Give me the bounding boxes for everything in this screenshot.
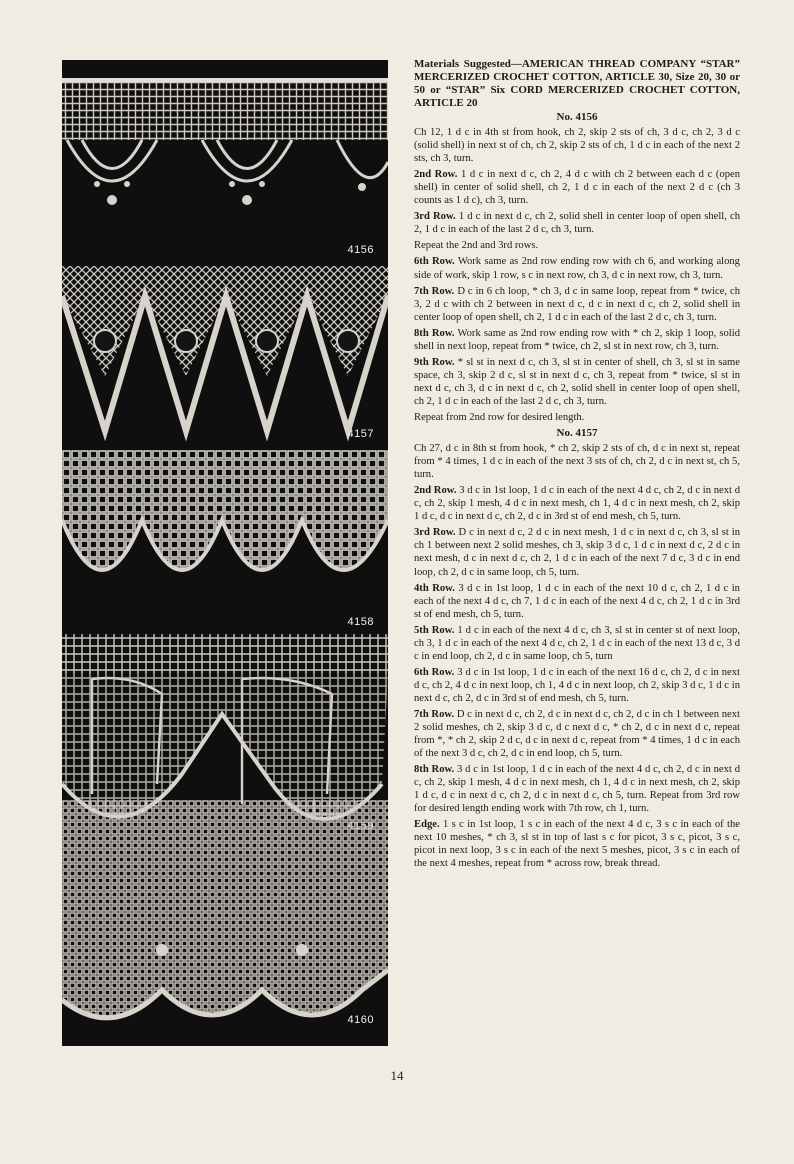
- materials-suggested: Materials Suggested—AMERICAN THREAD COMPANY “STAR” MERCERIZED CROCHET COTTON, ARTICLE 30, Size 20, 30 or 50 or “STAR” Six CORD MERCERIZED CROCHET COTTON, ARTICLE 20: [414, 58, 740, 109]
- row-label: 2nd Row.: [414, 169, 458, 181]
- lace-4156-image: [62, 72, 388, 262]
- row-label: 8th Row.: [414, 327, 455, 339]
- row-label: 6th Row.: [414, 666, 455, 678]
- lace-4158-image: [62, 450, 388, 630]
- swatch-number: 4158: [347, 616, 374, 628]
- instruction-row: [414, 624, 740, 663]
- instruction-row: [414, 582, 740, 621]
- instruction-row: [414, 666, 740, 705]
- lace-swatch-4157: [62, 266, 388, 446]
- row-label: 7th Row.: [414, 708, 455, 720]
- row-label: 8th Row.: [414, 764, 455, 776]
- row-text: D c in next d c, ch 2, d c in next d c, ch 2, d c in ch 1 between next 2 solid meshes, ch 2, skip 3 d c, d c next d c, * ch 2, d c in next d c, repeat from *, * ch 2, skip 2 d c, d c in next d c, repeat from * 4 times, 1 d c in each of the next 3 d c, ch 2, d c in end loop, ch 5, turn.: [414, 708, 740, 760]
- instruction-row: [414, 239, 740, 252]
- pattern-heading-4156: No. 4156: [556, 111, 598, 123]
- row-label: 3rd Row.: [414, 527, 456, 539]
- row-label: 7th Row.: [414, 285, 455, 297]
- row-text: 3 d c in 1st loop, 1 d c in each of the next 10 d c, ch 2, 1 d c in each of the next 4 d c, ch 7, 1 d c in each of the next 4 d c, ch 2, 1 d c in 3rd st of end mesh, ch 5, turn.: [414, 582, 740, 620]
- instruction-row: [414, 484, 740, 523]
- instructions-column: [414, 58, 740, 874]
- lace-swatch-4160: [62, 800, 388, 1040]
- row-label: 2nd Row.: [414, 485, 457, 497]
- row-text: D c in next d c, 2 d c in next mesh, 1 d c in next d c, ch 3, sl st in ch 1 between next 2 solid meshes, ch 3, skip 3 d c, 1 d c in next d c, 2 d c in next mesh, d c in next d c, ch 2, 1 d c in each of the next 7 d c, 3 d c in end loop, ch 2, d c in same loop, ch 5, turn.: [414, 527, 740, 578]
- swatch-number: 4156: [347, 244, 374, 256]
- instruction-row: [414, 126, 740, 165]
- row-label: 3rd Row.: [414, 211, 456, 223]
- row-text: Ch 27, d c in 8th st from hook, * ch 2, skip 2 sts of ch, d c in next st, repeat from * 4 times, 1 d c in each of the next 3 sts of ch, ch 2, d c in next st, ch 5, turn.: [414, 443, 740, 481]
- row-text: 3 d c in 1st loop, 1 d c in each of the next 16 d c, ch 2, d c in next d c, ch 2, 4 d c in next loop, ch 1, 4 d c in next loop, ch 2, skip 3 d c, 1 d c in next d c, ch 2, d c in 3rd st of end mesh, ch 5, turn.: [414, 666, 740, 704]
- row-label: 5th Row.: [414, 624, 455, 636]
- instruction-row: [414, 327, 740, 353]
- row-text: Work same as 2nd row ending row with ch 6, and working along side of work, skip 1 row, s c in next row, ch 3, d c in next row, ch 3, turn.: [414, 256, 740, 281]
- row-text: 3 d c in 1st loop, 1 d c in each of the next 4 d c, ch 2, d c in next d c, ch 2, skip 1 mesh, 4 d c in next mesh, ch 1, 4 d c in next mesh, ch 2, skip 1 d c, d c in next d c, ch 2, d c in next d c, ch 5, turn. Repeat from 3rd row for desired length ending work with 7th row, ch 1, turn.: [414, 764, 740, 815]
- row-text: Ch 12, 1 d c in 4th st from hook, ch 2, skip 2 sts of ch, 3 d c, ch 2, 3 d c (solid shell) in next st of ch, ch 2, skip 2 sts of ch, 1 d c in each of the next 2 sts, ch 3, turn.: [414, 127, 740, 165]
- row-text: * sl st in next d c, ch 3, sl st in center of shell, ch 3, sl st in same space, ch 3, skip 2 d c, sl st in next d c, ch 3, repeat from * twice, sl st in next d c, ch 3, d c in next d c, ch 2, solid shell in center loop of open shell, ch 2, 1 d c in each of the last 2 d c, ch 3, turn.: [414, 356, 740, 407]
- instruction-row: [414, 818, 740, 870]
- row-label: Edge.: [414, 819, 440, 831]
- swatch-number: 4160: [347, 1014, 374, 1026]
- row-text: 1 d c in each of the next 4 d c, ch 3, sl st in center st of next loop, ch 3, 1 d c in each of the next 4 d c, ch 2, 1 d c in each of the next 13 d c, 3 d c in end loop, ch 2, d c in same loop, ch 5, turn: [414, 624, 740, 662]
- row-label: 6th Row.: [414, 256, 455, 268]
- instruction-row: [414, 285, 740, 324]
- pattern-heading-4157: No. 4157: [556, 427, 598, 440]
- row-text: D c in 6 ch loop, * ch 3, d c in same loop, repeat from * twice, ch 3, 2 d c with ch 2 between in next d c, d c in next d c, ch 2, solid shell in center loop of open shell, ch 2, 1 d c in each of the last 2 d c, ch 3, turn.: [414, 285, 741, 323]
- lace-swatch-4158: [62, 450, 388, 630]
- row-text: Repeat the 2nd and 3rd rows.: [414, 240, 539, 252]
- lace-4157-image: [62, 266, 388, 446]
- row-text: Work same as 2nd row ending row with * ch 2, skip 1 loop, solid shell in next loop, repeat from * twice, ch 2, sl st in next row, ch 3, turn.: [414, 327, 740, 352]
- row-text: 1 d c in next d c, ch 2, 4 d c with ch 2 between each d c (open shell) in center of solid shell, ch 2, 1 d c in each of the next 2 d c (ch 3 counts as 1 d c), ch 3, turn.: [414, 169, 740, 207]
- instruction-row: [414, 255, 740, 281]
- instruction-row: [414, 356, 740, 408]
- instruction-row: [414, 708, 740, 760]
- page-number: 14: [390, 1068, 404, 1083]
- row-label: 9th Row.: [414, 356, 455, 368]
- instruction-row: [414, 411, 740, 424]
- lace-photo-column: [62, 60, 388, 1046]
- row-text: Repeat from 2nd row for desired length.: [414, 411, 585, 423]
- row-text: 1 s c in 1st loop, 1 s c in each of the next 4 d c, 3 s c in each of the next 10 meshes, * ch 3, sl st in top of last s c for picot, 3 s c, picot, 3 s c, picot in next loop, 3 s c in each of the next 5 meshes, picot, 3 s c in each of the next 4 meshes, repeat from * across row, break thread.: [414, 819, 740, 870]
- lace-swatch-4156: [62, 72, 388, 262]
- row-text: 3 d c in 1st loop, 1 d c in each of the next 4 d c, ch 2, d c in next d c, ch 2, skip 1 mesh, 4 d c in next mesh, ch 1, 4 d c in next mesh, ch 2, skip 1 d c, d c in next d c, ch 2, d c in 3rd st of end mesh, ch 5, turn.: [414, 485, 741, 523]
- instruction-row: [414, 210, 740, 236]
- row-label: 4th Row.: [414, 582, 455, 594]
- instruction-row: [414, 763, 740, 815]
- instruction-row: [414, 168, 740, 207]
- lace-4160-image: [62, 800, 388, 1040]
- pattern-4156-rows: [414, 126, 740, 424]
- swatch-number: 4157: [347, 428, 374, 440]
- row-text: 1 d c in next d c, ch 2, solid shell in center loop of open shell, ch 2, 1 d c in each of the last 2 d c, ch 3, turn.: [414, 211, 741, 236]
- pattern-4157-rows: [414, 442, 740, 870]
- instruction-row: [414, 442, 740, 481]
- instruction-row: [414, 526, 740, 578]
